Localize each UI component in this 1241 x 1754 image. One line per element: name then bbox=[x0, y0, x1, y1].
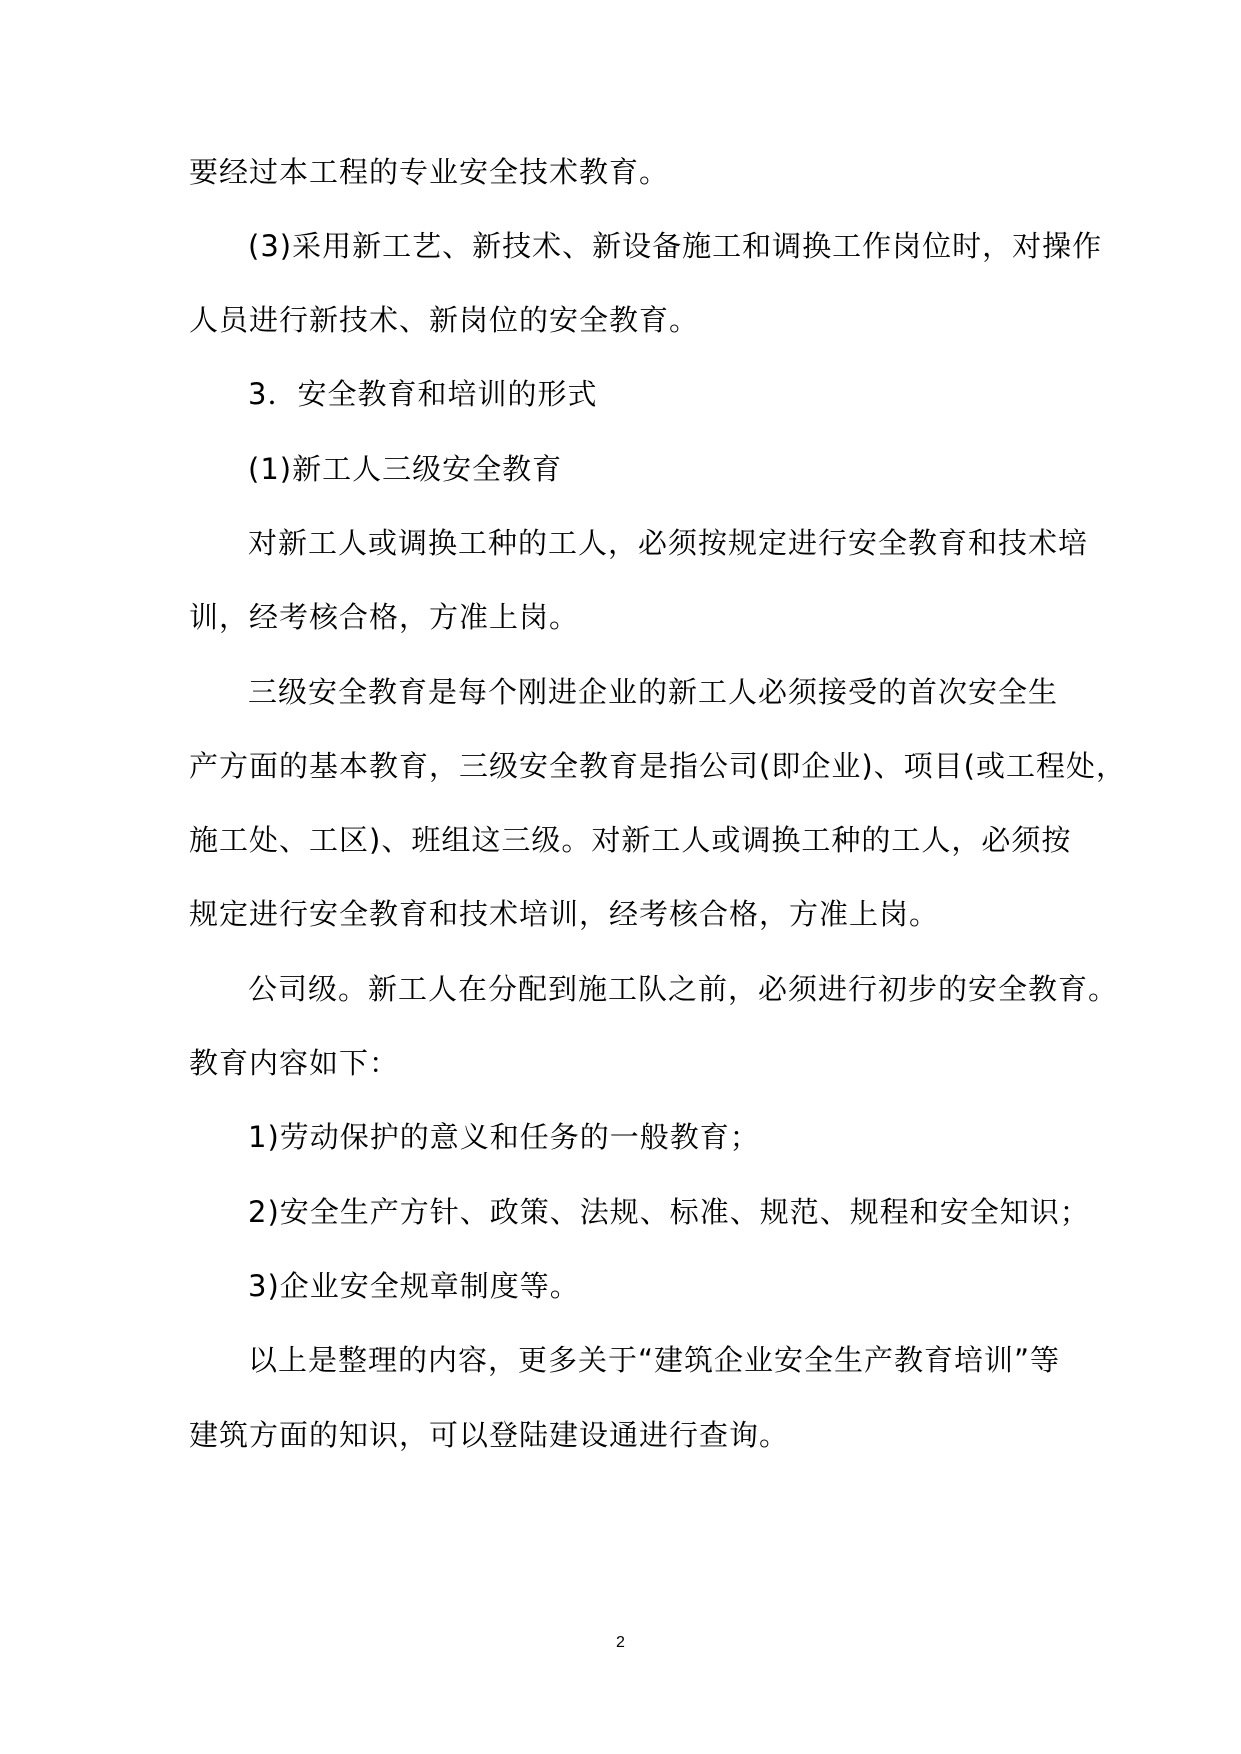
text-line: 公司级。新工人在分配到施工队之前，必须进行初步的安全教育。 bbox=[248, 972, 1119, 1006]
list-item: 3)企业安全规章制度等。 bbox=[248, 1269, 580, 1303]
text-line: 三级安全教育是每个刚进企业的新工人必须接受的首次安全生 bbox=[248, 675, 1059, 709]
text-line: 产方面的基本教育，三级安全教育是指公司(即企业)、项目(或工程处， bbox=[189, 749, 1126, 783]
section-heading: 3．安全教育和培训的形式 bbox=[248, 377, 598, 411]
list-item: 1)劳动保护的意义和任务的一般教育； bbox=[248, 1120, 760, 1154]
text-line: 训，经考核合格，方准上岗。 bbox=[189, 600, 580, 634]
text-line: 要经过本工程的专业安全技术教育。 bbox=[189, 155, 670, 189]
text-line: 规定进行安全教育和技术培训，经考核合格，方准上岗。 bbox=[189, 897, 940, 931]
text-line: 建筑方面的知识，可以登陆建设通进行查询。 bbox=[189, 1418, 790, 1452]
text-line: (3)采用新工艺、新技术、新设备施工和调换工作岗位时，对操作 bbox=[248, 229, 1103, 263]
text-line: 教育内容如下： bbox=[189, 1046, 400, 1080]
list-item: 2)安全生产方针、政策、法规、标准、规范、规程和安全知识； bbox=[248, 1195, 1090, 1229]
text-line: 人员进行新技术、新岗位的安全教育。 bbox=[189, 303, 700, 337]
text-line: 施工处、工区)、班组这三级。对新工人或调换工种的工人，必须按 bbox=[189, 823, 1072, 857]
text-line: 对新工人或调换工种的工人，必须按规定进行安全教育和技术培 bbox=[248, 526, 1089, 560]
page-number: 2 bbox=[616, 1634, 625, 1651]
text-line: 以上是整理的内容，更多关于“建筑企业安全生产教育培训”等 bbox=[248, 1343, 1061, 1377]
subsection-heading: (1)新工人三级安全教育 bbox=[248, 452, 563, 486]
